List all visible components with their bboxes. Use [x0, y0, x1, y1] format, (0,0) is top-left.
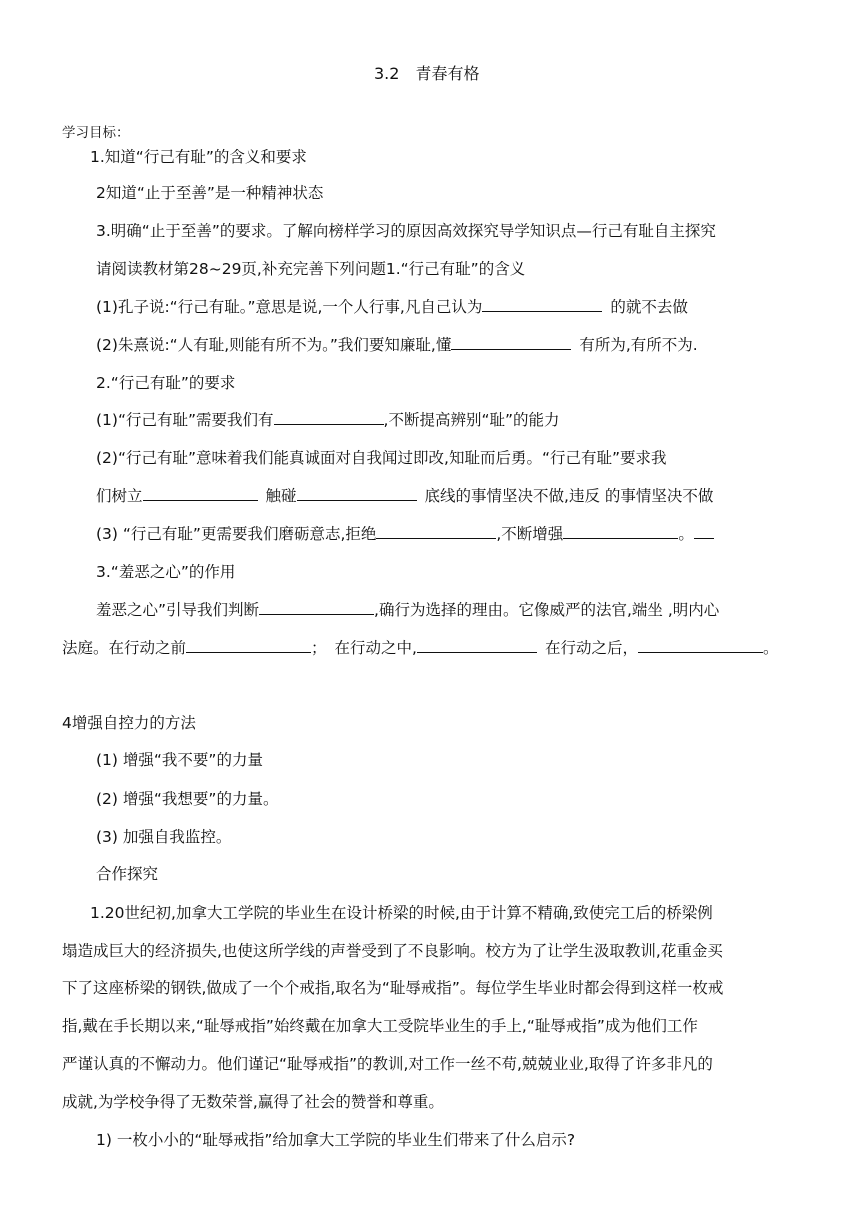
method-2: (2) 增强“我想要”的力量。 — [96, 790, 279, 808]
question-3-tail: ,确行为选择的理由。它像威严的法官,端坐 ,明内心 — [374, 601, 720, 619]
reading-instruction: 请阅读教材第28~29页,补充完善下列问题1.“行己有耻”的含义 — [96, 260, 526, 278]
objective-1: 1.知道“行己有耻”的含义和要求 — [90, 148, 307, 166]
answer-blank[interactable] — [563, 524, 678, 539]
question-2c-mid: ,不断增强 — [496, 525, 564, 543]
answer-blank[interactable] — [297, 486, 417, 501]
answer-blank[interactable] — [417, 638, 537, 653]
discussion-question: 1) 一枚小小的“耻辱戒指”给加拿大工学院的毕业生们带来了什么启示? — [96, 1131, 576, 1149]
passage-line-2: 塌造成巨大的经济损失,也使这所学线的声誉受到了不良影响。校方为了让学生汲取教训,花重金买 — [62, 942, 723, 960]
heading-2: 2.“行己有耻”的要求 — [96, 374, 236, 392]
question-2b-text: 们树立 — [96, 487, 143, 505]
answer-blank[interactable] — [143, 486, 258, 501]
passage-line-5: 严谨认真的不懈动力。他们谨记“耻辱戒指”的教训,对工作一丝不苟,兢兢业业,取得了许多非凡的 — [62, 1055, 713, 1073]
question-3b-text: 法庭。在行动之前 — [62, 639, 187, 657]
question-1b — [96, 335, 698, 355]
question-3 — [96, 600, 719, 620]
question-2c-end: 。 — [678, 525, 694, 543]
question-2a-tail: ,不断提高辨别“耻”的能力 — [383, 411, 560, 429]
question-1a — [96, 297, 688, 317]
question-2c-text: (3) “行己有耻”更需要我们磨砺意志,拒绝 — [96, 525, 377, 543]
passage-line-4: 指,戴在手长期以来,“耻辱戒指”始终戴在加拿大工受院毕业生的手上,“耻辱戒指”成为他们工作 — [62, 1017, 698, 1035]
question-3b-semi: ； — [311, 639, 327, 657]
question-3b-mid: 在行动之中, — [334, 639, 417, 657]
method-1: (1) 增强“我不要”的力量 — [96, 751, 263, 769]
answer-blank[interactable] — [274, 410, 384, 425]
question-2b-tail: 底线的事情坚决不做,违反 的事情坚决不做 — [424, 487, 714, 505]
question-2b-mid: 触碰 — [265, 487, 297, 505]
answer-blank[interactable] — [482, 297, 602, 312]
question-3b — [62, 638, 779, 658]
question-2a — [96, 410, 560, 430]
answer-blank[interactable] — [638, 638, 763, 653]
passage-line-3: 下了这座桥梁的钢铁,做成了一个个戒指,取名为“耻辱戒指”。每位学生毕业时都会得到这样一枚戒 — [62, 979, 724, 997]
question-2b-line2 — [96, 486, 713, 506]
answer-blank[interactable] — [259, 600, 374, 615]
question-1a-tail: 的就不去做 — [610, 298, 688, 316]
question-3-text: 羞恶之心”引导我们判断 — [96, 601, 260, 619]
question-3b-mid2: 在行动之后， — [544, 639, 638, 657]
question-2b-line1: (2)“行己有耻”意味着我们能真诚面对自我闻过即改,知耻而后勇。“行己有耻”要求我 — [96, 449, 667, 467]
passage-line-6: 成就,为学校争得了无数荣誉,赢得了社会的赞誉和尊重。 — [62, 1093, 444, 1111]
objective-3: 3.明确“止于至善”的要求。了解向榜样学习的原因高效探究导学知识点—行己有耻自主探究 — [96, 222, 716, 240]
question-2a-text: (1)“行己有耻”需要我们有 — [96, 411, 274, 429]
answer-blank[interactable] — [376, 524, 496, 539]
objective-2: 2知道“止于至善”是一种精神状态 — [96, 184, 324, 202]
answer-blank-tail — [694, 524, 714, 539]
passage-line-1: 1.20世纪初,加拿大工学院的毕业生在设计桥梁的时候,由于计算不精确,致使完工后的桥梁例 — [90, 904, 713, 922]
objectives-label: 学习目标： — [62, 125, 130, 141]
heading-3: 3.“羞恶之心”的作用 — [96, 563, 236, 581]
question-1b-text: (2)朱熹说:“人有耻,则能有所不为。”我们要知廉耻,懂 — [96, 336, 452, 354]
page-title: 3.2 青春有格 — [374, 64, 480, 83]
question-2c — [96, 524, 714, 544]
question-1b-tail: 有所为,有所不为. — [579, 336, 698, 354]
cooperative-inquiry-heading: 合作探究 — [96, 865, 159, 883]
method-3: (3) 加强自我监控。 — [96, 828, 232, 846]
heading-4: 4增强自控力的方法 — [62, 714, 196, 732]
answer-blank[interactable] — [451, 335, 571, 350]
question-3b-end: 。 — [762, 639, 779, 657]
answer-blank[interactable] — [186, 638, 311, 653]
question-1a-text: (1)孔子说:“行己有耻。”意思是说,一个人行事,凡自己认为 — [96, 298, 483, 316]
